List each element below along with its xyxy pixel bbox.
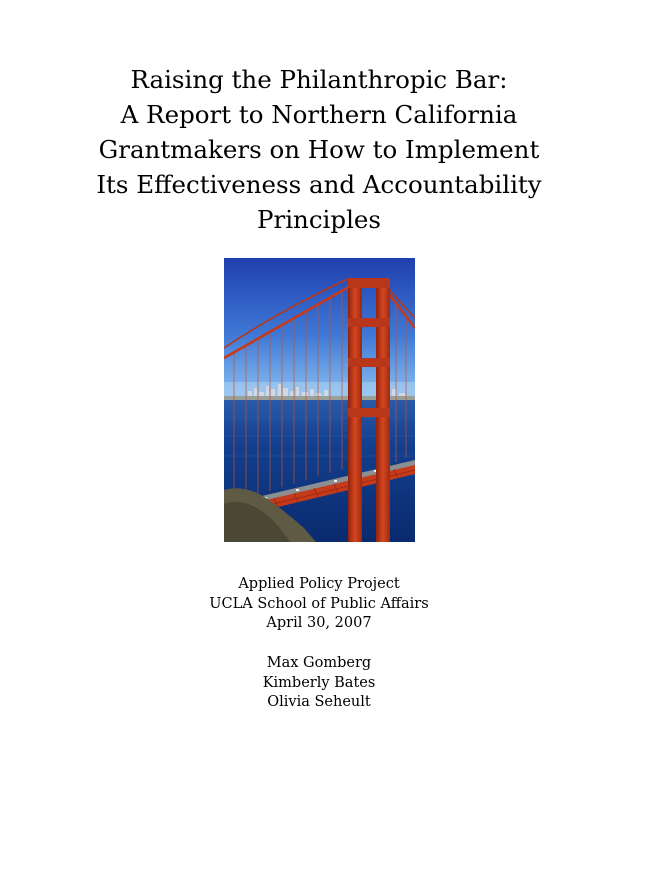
title-line-5: Principles — [257, 205, 381, 234]
title-line-1: Raising the Philanthropic Bar: — [130, 65, 508, 94]
report-date: April 30, 2007 — [266, 615, 372, 631]
report-title — [0, 62, 638, 237]
project-info — [0, 575, 638, 634]
project-name: Applied Policy Project — [238, 576, 400, 592]
author-name: Kimberly Bates — [262, 674, 376, 691]
golden-gate-bridge-photo — [224, 258, 415, 542]
author-name: Max Gomberg — [266, 655, 372, 671]
title-line-2: A Report to Northern California — [120, 100, 518, 129]
school-name: UCLA School of Public Affairs — [209, 595, 429, 612]
title-line-4: Its Effectiveness and Accountability — [96, 170, 542, 199]
author-list — [0, 654, 638, 713]
author-name: Olivia Seheult — [267, 694, 371, 710]
title-line-3: Grantmakers on How to Implement — [98, 135, 540, 164]
